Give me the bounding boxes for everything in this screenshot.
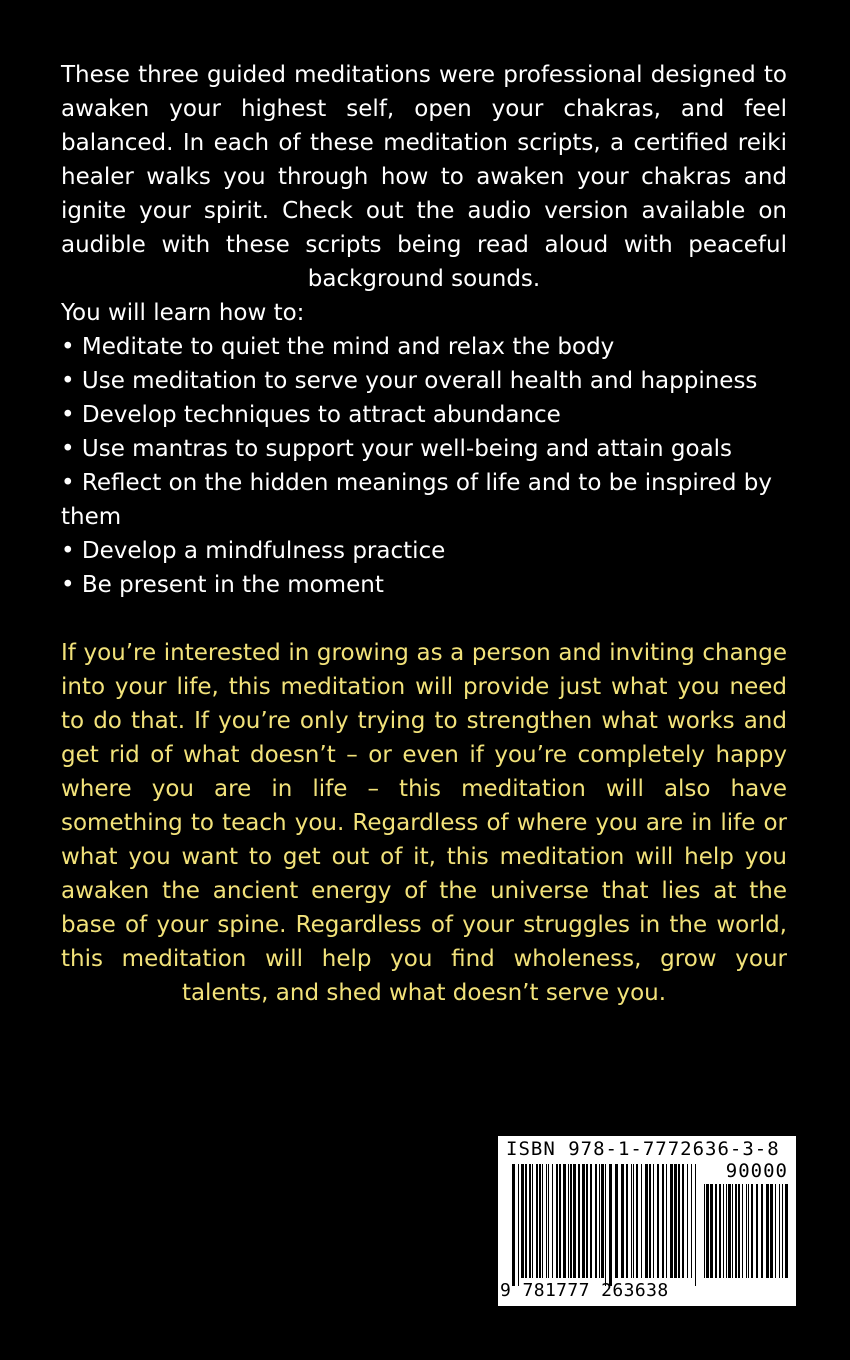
barcode-bar [691, 1164, 692, 1278]
barcode-bar [621, 1164, 624, 1278]
barcode-bar [532, 1164, 533, 1278]
intro-paragraph: These three guided meditations were professional designed to awaken your highest self, open your chakras, and feel balanced. In each of these meditation scripts, a certified reiki healer walks you through how to awaken your chakras and ignite your spirit. Check out the audio version available on audible with these scripts being read aloud with peaceful background sounds. [61, 62, 787, 292]
price-barcode-bars-icon [704, 1184, 788, 1286]
barcode-bar [521, 1164, 524, 1278]
barcode-bar [704, 1184, 705, 1278]
barcode-bar [735, 1184, 737, 1278]
barcode-bar [605, 1164, 606, 1286]
barcode-bar [641, 1164, 642, 1278]
barcode-bar [645, 1164, 648, 1278]
barcode-bar [662, 1164, 664, 1278]
barcode-bar [559, 1164, 561, 1278]
isbn-label: ISBN 978-1-7772636-3-8 [506, 1138, 780, 1160]
bullet-icon: • [61, 470, 75, 496]
barcode-bar [518, 1164, 519, 1286]
barcode-bar [742, 1184, 743, 1278]
barcode-bar [649, 1164, 651, 1278]
barcode-bar [728, 1184, 731, 1278]
barcode-bar [766, 1184, 769, 1278]
list-item-text: Develop techniques to attract abundance [81, 402, 561, 428]
barcode-bar [512, 1164, 515, 1286]
barcode-bars-icon [512, 1164, 700, 1286]
barcode-bar [546, 1164, 547, 1278]
barcode-bar [710, 1184, 713, 1278]
barcode-bar [751, 1184, 753, 1278]
barcode-bar [756, 1184, 758, 1278]
barcode-bar [770, 1184, 773, 1278]
barcode-bar [582, 1164, 585, 1278]
barcode-bar [556, 1164, 558, 1278]
barcode-bar [633, 1164, 634, 1278]
barcode-bar [732, 1184, 733, 1278]
barcode-bar [609, 1164, 612, 1286]
bullet-icon: • [61, 572, 75, 598]
barcode-bar [615, 1164, 618, 1278]
list-item-text: Meditate to quiet the mind and relax the body [81, 334, 615, 360]
barcode-bar [599, 1164, 600, 1278]
list-item [61, 364, 791, 398]
barcode-bar [775, 1184, 776, 1278]
barcode-bar [738, 1184, 740, 1278]
bullet-icon: • [61, 334, 75, 360]
barcode-bar [536, 1164, 538, 1278]
barcode-bar [529, 1164, 531, 1278]
list-item-text: Reflect on the hidden meanings of life and to be inspired by them [61, 470, 772, 530]
barcode-bar [726, 1184, 727, 1278]
barcode-bar [785, 1184, 788, 1278]
barcode-bar [657, 1164, 659, 1278]
list-item [61, 568, 791, 602]
barcode-bar [568, 1164, 569, 1278]
list-item [61, 398, 791, 432]
barcode-bar [746, 1184, 747, 1278]
barcode-bar [601, 1164, 604, 1278]
barcode-bar [782, 1184, 783, 1278]
price-code: 90000 [725, 1160, 788, 1182]
bullet-icon: • [61, 402, 75, 428]
list-item-text: Use meditation to serve your overall health and happiness [81, 368, 758, 394]
list-item-text: Develop a mindfulness practice [81, 538, 446, 564]
barcode-bar [682, 1164, 684, 1278]
barcode-bar [653, 1164, 654, 1278]
barcode-bar [570, 1164, 572, 1278]
barcode-bar [678, 1164, 680, 1278]
bullet-icon: • [61, 368, 75, 394]
bullet-icon: • [61, 436, 75, 462]
barcode-bar [761, 1184, 763, 1278]
learn-heading: You will learn how to: [61, 300, 305, 326]
learn-section [61, 296, 791, 602]
barcode-bar [666, 1164, 667, 1278]
list-item [61, 534, 791, 568]
barcode-bar [719, 1184, 721, 1278]
isbn-barcode [498, 1136, 796, 1306]
list-item-text: Use mantras to support your well-being and attain goals [81, 436, 733, 462]
barcode-bar [695, 1164, 696, 1286]
barcode-bar [636, 1164, 638, 1278]
barcode-bar [715, 1184, 717, 1278]
list-item [61, 432, 791, 466]
learn-list [61, 330, 791, 602]
barcode-digits: 9 781777 263638 [500, 1280, 669, 1301]
bullet-icon: • [61, 538, 75, 564]
barcode-bar [586, 1164, 588, 1278]
barcode-bar [670, 1164, 673, 1278]
list-item [61, 466, 791, 534]
barcode-bar [631, 1164, 632, 1278]
barcode-bar [723, 1184, 724, 1278]
closing-paragraph: If you’re interested in growing as a person and inviting change into your life, this meditation will provide just what you need to do that. If you’re only trying to strengthen what works and get rid of what doesn’t – or even if you’re completely happy where you are in life – this meditation will also have something to teach you. Regardless of where you are in life or what you want to get out of it, this meditation will help you awaken the ancient energy of the universe that lies at the base of your spine. Regardless of your struggles in the world, this meditation will help you find wholeness, grow your talents, and shed what doesn’t serve you. [61, 640, 787, 1006]
barcode-bar [779, 1184, 780, 1278]
barcode-bar [674, 1164, 677, 1278]
barcode-bar [525, 1164, 527, 1278]
barcode-bar [552, 1164, 553, 1278]
barcode-bar [539, 1164, 541, 1278]
barcode-bar [687, 1164, 688, 1278]
barcode-bar [595, 1164, 597, 1278]
barcode-bar [706, 1184, 709, 1278]
barcode-bar [748, 1184, 749, 1278]
barcode-bar [548, 1164, 549, 1278]
barcode-bar [563, 1164, 566, 1278]
list-item [61, 330, 791, 364]
list-item-text: Be present in the moment [81, 572, 384, 598]
barcode-bar [578, 1164, 580, 1278]
barcode-bar [573, 1164, 576, 1278]
barcode-bar [542, 1164, 543, 1278]
barcode-bar [626, 1164, 628, 1278]
barcode-bar [590, 1164, 592, 1278]
